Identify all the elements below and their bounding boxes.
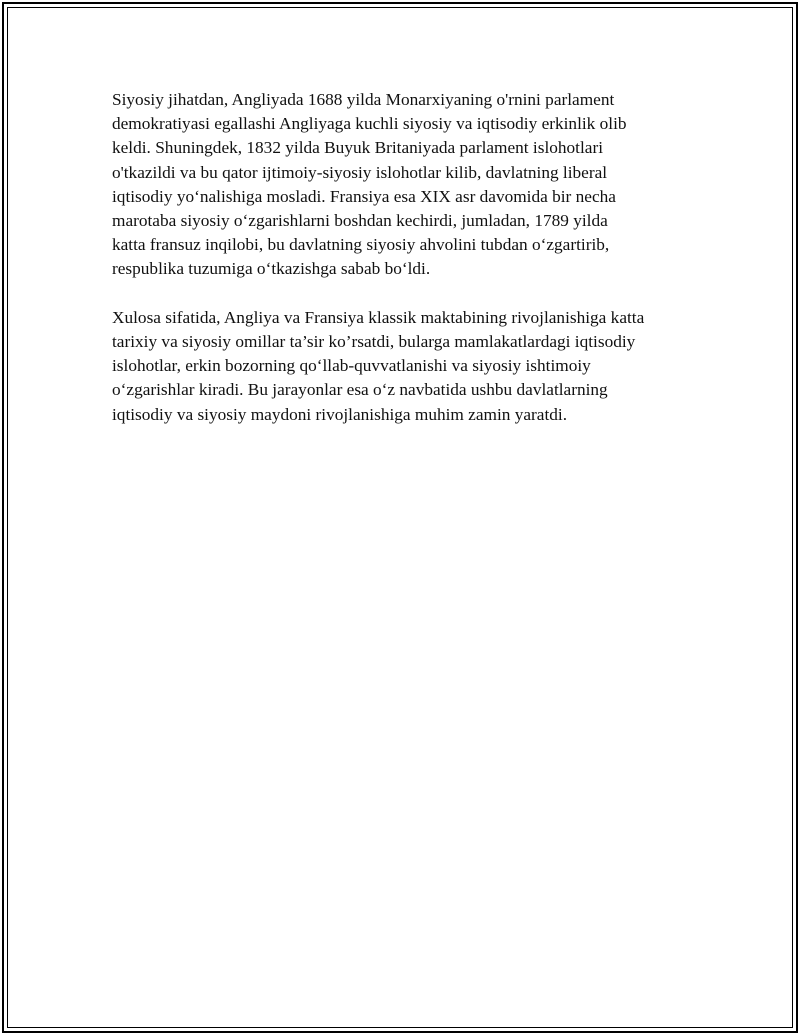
text-line: o'tkazildi va bu qator ijtimoiy-siyosiy islohotlar kilib, davlatning liberal [112, 162, 608, 182]
text-line: demokratiyasi egallashi Angliyaga kuchli siyosiy va iqtisodiy erkinlik olib [112, 114, 627, 134]
text-line: iqtisodiy yo‘nalishiga mosladi. Fransiya esa XIX asr davomida bir necha [112, 186, 616, 206]
text-line: respublika tuzumiga o‘tkazishga sabab bo‘ldi. [112, 259, 431, 279]
text-line: Siyosiy jihatdan, Angliyada 1688 yilda Monarxiyaning o'rnini parlament [112, 90, 615, 109]
text-line: iqtisodiy va siyosiy maydoni rivojlanishiga muhim zamin yaratdi. [112, 404, 568, 424]
document-body [112, 88, 702, 451]
text-line: islohotlar, erkin bozorning qo‘llab-quvvatlanishi va siyosiy ishtimoiy [112, 356, 591, 376]
text-line: Xulosa sifatida, Angliya va Fransiya klassik maktabining rivojlanishiga katta [112, 307, 645, 327]
text-line: marotaba siyosiy o‘zgarishlarni boshdan kechirdi, jumladan, 1789 yilda [112, 211, 608, 231]
paragraph-history [112, 88, 702, 282]
text-line: keldi. Shuningdek, 1832 yilda Buyuk Britaniyada parlament islohotlari [112, 138, 603, 158]
text-line: tarixiy va siyosiy omillar ta’sir ko’rsatdi, bularga mamlakatlardagi iqtisodiy [112, 332, 636, 352]
text-line: katta fransuz inqilobi, bu davlatning siyosiy ahvolini tubdan o‘zgartirib, [112, 235, 610, 255]
paragraph-conclusion [112, 306, 702, 427]
text-line: o‘zgarishlar kiradi. Bu jarayonlar esa o‘z navbatida ushbu davlatlarning [112, 380, 608, 400]
